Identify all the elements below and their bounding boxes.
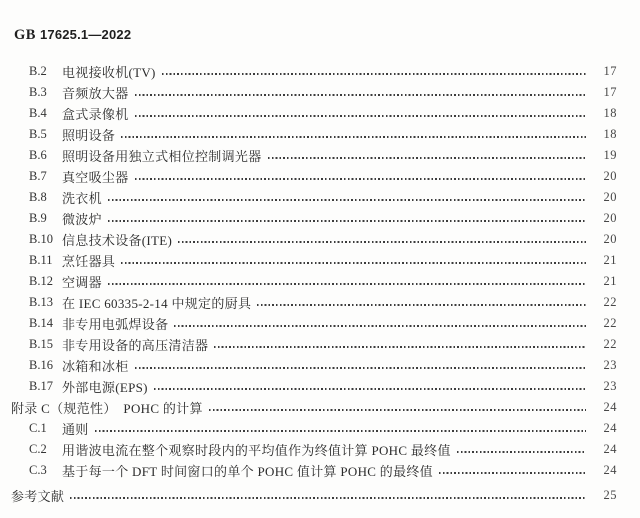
toc-entry-number: B.16 xyxy=(29,358,53,372)
toc-entry-title: 附录 C（规范性） POHC 的计算 xyxy=(11,401,203,416)
toc-entry-title: 空调器 xyxy=(62,275,102,290)
toc-row xyxy=(0,250,617,271)
dot-leader xyxy=(257,304,586,306)
toc-entry-number: B.8 xyxy=(29,190,47,204)
toc-entry-page: 20 xyxy=(603,190,617,204)
toc-entry-page: 21 xyxy=(603,274,617,288)
toc-row xyxy=(0,355,617,376)
toc-row xyxy=(0,313,617,334)
dot-leader xyxy=(108,283,586,285)
toc-row xyxy=(0,460,617,481)
toc-row xyxy=(0,397,617,418)
toc-row xyxy=(0,124,617,145)
toc-entry-number: C.3 xyxy=(29,463,47,477)
toc-entry-page: 17 xyxy=(603,85,617,99)
toc-entry-page: 22 xyxy=(603,337,617,351)
dot-leader xyxy=(154,388,586,390)
dot-leader xyxy=(135,115,586,117)
dot-leader xyxy=(214,346,586,348)
toc-row xyxy=(0,271,617,292)
toc-entry-page: 20 xyxy=(603,232,617,246)
toc-row xyxy=(0,439,617,460)
standard-number: 17625.1—2022 xyxy=(39,27,132,42)
toc-row xyxy=(0,82,617,103)
toc-entry-number: C.1 xyxy=(29,421,47,435)
table-of-contents xyxy=(0,61,640,506)
toc-entry-page: 24 xyxy=(603,463,617,477)
toc-entry-page: 24 xyxy=(603,421,617,435)
toc-entry-number: B.3 xyxy=(29,85,47,99)
dot-leader xyxy=(108,199,586,201)
toc-entry-title: 在 IEC 60335-2-14 中规定的厨具 xyxy=(62,296,252,311)
toc-entry-page: 18 xyxy=(603,106,617,120)
toc-row xyxy=(0,145,617,166)
toc-entry-title: 通则 xyxy=(62,422,89,437)
dot-leader xyxy=(457,451,586,453)
document-header xyxy=(14,26,131,44)
dot-leader xyxy=(70,497,586,499)
toc-row xyxy=(0,292,617,313)
toc-row xyxy=(0,61,617,82)
toc-entry-page: 20 xyxy=(603,211,617,225)
toc-entry-number: B.13 xyxy=(29,295,53,309)
toc-entry-title: 真空吸尘器 xyxy=(62,170,129,185)
toc-entry-title: 洗衣机 xyxy=(62,191,102,206)
dot-leader xyxy=(121,262,586,264)
toc-entry-number: B.2 xyxy=(29,64,47,78)
toc-entry-number: B.14 xyxy=(29,316,53,330)
toc-entry-number: B.9 xyxy=(29,211,47,225)
toc-entry-page: 23 xyxy=(603,358,617,372)
toc-entry-number: B.6 xyxy=(29,148,47,162)
toc-entry-page: 24 xyxy=(603,442,617,456)
toc-entry-number: B.15 xyxy=(29,337,53,351)
toc-entry-title: 盒式录像机 xyxy=(62,107,129,122)
toc-entry-title: 电视接收机(TV) xyxy=(62,65,156,80)
toc-entry-number: B.17 xyxy=(29,379,53,393)
toc-entry-title: 外部电源(EPS) xyxy=(62,380,148,395)
dot-leader xyxy=(174,325,586,327)
toc-row xyxy=(0,103,617,124)
toc-entry-title: 非专用电弧焊设备 xyxy=(62,317,169,332)
dot-leader xyxy=(135,94,586,96)
toc-entry-title: 照明设备用独立式相位控制调光器 xyxy=(62,149,262,164)
toc-entry-page: 22 xyxy=(603,295,617,309)
toc-entry-title: 冰箱和冰柜 xyxy=(62,359,129,374)
toc-entry-title: 微波炉 xyxy=(62,212,102,227)
dot-leader xyxy=(95,430,586,432)
toc-entry-page: 19 xyxy=(603,148,617,162)
toc-row xyxy=(0,187,617,208)
toc-entry-number: C.2 xyxy=(29,442,47,456)
toc-row xyxy=(0,166,617,187)
toc-entry-page: 20 xyxy=(603,169,617,183)
dot-leader xyxy=(108,220,586,222)
toc-row xyxy=(0,485,617,506)
toc-entry-number: B.5 xyxy=(29,127,47,141)
toc-entry-page: 21 xyxy=(603,253,617,267)
toc-entry-page: 22 xyxy=(603,316,617,330)
toc-entry-number: B.12 xyxy=(29,274,53,288)
toc-entry-number: B.7 xyxy=(29,169,47,183)
dot-leader xyxy=(178,241,586,243)
toc-entry-number: B.11 xyxy=(29,253,53,267)
toc-row xyxy=(0,376,617,397)
toc-entry-title: 非专用设备的高压清洁器 xyxy=(62,338,209,353)
dot-leader xyxy=(121,136,586,138)
toc-entry-title: 信息技术设备(ITE) xyxy=(62,233,173,248)
dot-leader xyxy=(162,73,586,75)
toc-entry-page: 25 xyxy=(603,488,617,502)
toc-row xyxy=(0,334,617,355)
toc-entry-title: 音频放大器 xyxy=(62,86,129,101)
standard-prefix: GB xyxy=(14,27,36,43)
dot-leader xyxy=(268,157,586,159)
toc-entry-title: 参考文献 xyxy=(11,489,65,504)
toc-entry-page: 18 xyxy=(603,127,617,141)
toc-entry-title: 基于每一个 DFT 时间窗口的单个 POHC 值计算 POHC 的最终值 xyxy=(62,464,433,479)
toc-row xyxy=(0,229,617,250)
toc-entry-number: B.4 xyxy=(29,106,47,120)
toc-entry-page: 17 xyxy=(603,64,617,78)
toc-entry-title: 照明设备 xyxy=(62,128,116,143)
dot-leader xyxy=(439,472,586,474)
toc-entry-number: B.10 xyxy=(29,232,53,246)
dot-leader xyxy=(135,367,586,369)
toc-row xyxy=(0,418,617,439)
toc-entry-page: 24 xyxy=(603,400,617,414)
dot-leader xyxy=(135,178,586,180)
dot-leader xyxy=(209,409,586,411)
toc-entry-title: 用谐波电流在整个观察时段内的平均值作为终值计算 POHC 最终值 xyxy=(62,443,451,458)
toc-entry-title: 烹饪器具 xyxy=(62,254,116,269)
toc-row xyxy=(0,208,617,229)
toc-entry-page: 23 xyxy=(603,379,617,393)
